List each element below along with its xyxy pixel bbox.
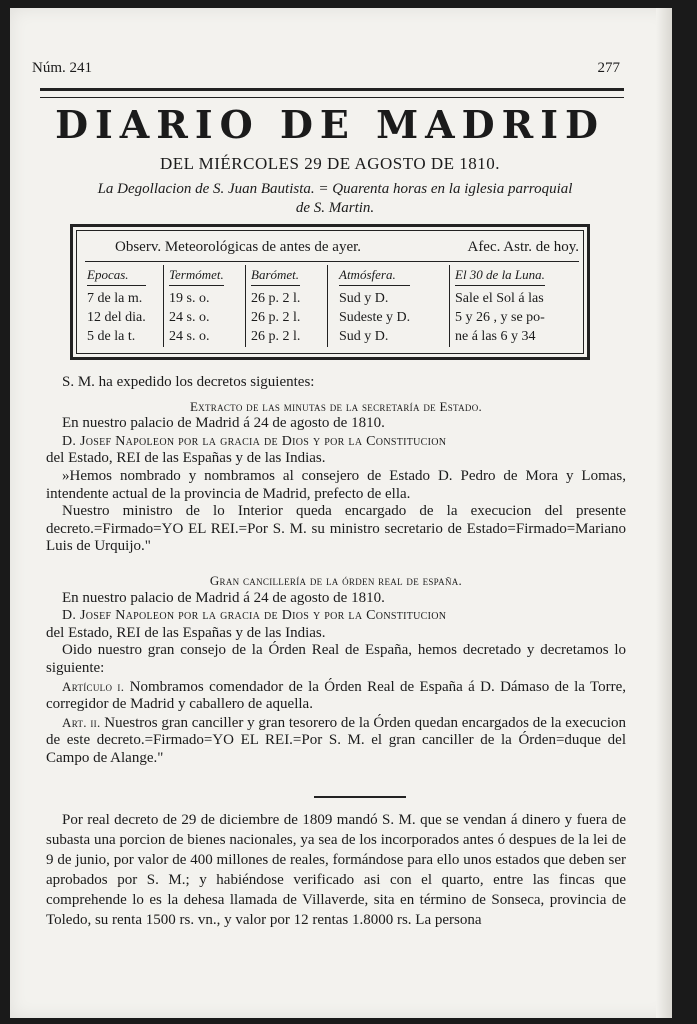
weather-title: Observ. Meteorológicas de antes de ayer. (115, 239, 362, 255)
decrees-section (46, 374, 626, 767)
cell: 12 del dia. (87, 310, 146, 325)
article-label: Artículo i. (62, 678, 125, 694)
cell: ne á las 6 y 34 (455, 329, 536, 344)
weather-table (70, 224, 590, 360)
cell: 26 p. 2 l. (251, 329, 301, 344)
article-text: Nombramos comendador de la Órden Real de España á D. Dámaso de la Torre, corregidor de Madrid y caballero de aquella. (46, 678, 627, 713)
col-header: Termómet. (169, 265, 224, 286)
cell: 19 s. o. (169, 291, 210, 306)
section-divider (314, 796, 406, 798)
col-header: El 30 de la Luna. (455, 265, 545, 286)
cell: 5 de la t. (87, 329, 136, 344)
king-title: D. Josef Napoleon por la gracia de Dios y por la Constitucion (62, 433, 447, 449)
cell: 7 de la m. (87, 291, 143, 306)
notice-paragraph: Por real decreto de 29 de diciembre de 1809 mandó S. M. que se vendan á dinero y fuera de subasta una porcion de bienes nacionales, ya sea de los incorporados antes ó despues de la lei de 9 de junio, por valor de 400 millones de reales, formándose para ello unos estados que deben ser aprobados por S. M.; y habiéndose verificado asi con el quarto, entre las fincas que comprehende lo es la dehesa llamada de Villaverde, sita en término de Sonseca, provincia de Toledo, su renta 1500 rs. vn., y valor por 12 rentas 1.8000 rs. La persona (46, 812, 626, 928)
sale-notice (46, 810, 626, 930)
col-header: Atmósfera. (339, 265, 410, 286)
article-2 (46, 714, 626, 768)
king-title-cont: del Estado, REI de las Españas y de las Indias. (46, 624, 326, 641)
page-edge-shadow (656, 8, 672, 1018)
article-label: Art. ii. (62, 714, 101, 730)
dateline: DEL MIÉRCOLES 29 DE AGOSTO DE 1810. (159, 154, 501, 173)
article-text: Nuestros gran canciller y gran tesorero de la Órden quedan encargados de la execucion de este decreto.=Firmado=YO EL REI.=Por S. M. el gran canciller de la Órden=duque del Campo de Alange." (46, 714, 626, 766)
decree-paragraph: Nuestro ministro de lo Interior queda encargado de la execucion del presente decreto.=Firmado=YO EL REI.=Por S. M. su ministro secretario de Estado=Firmado=Mariano Luis de Urquijo." (46, 503, 626, 555)
masthead-rule (40, 88, 624, 98)
weather-table-inner (76, 230, 584, 354)
cell: 26 p. 2 l. (251, 291, 301, 306)
saints-of-day (50, 180, 620, 218)
saints-line-2: de S. Martin. (295, 200, 375, 216)
col-header: Barómet. (251, 265, 300, 286)
weather-header-rule (85, 261, 579, 262)
col-baromet (251, 265, 300, 346)
decree-place: En nuestro palacio de Madrid á 24 de agosto de 1810. (62, 589, 385, 606)
col-epocas (87, 265, 146, 346)
col-termomet (169, 265, 224, 346)
page-number: 277 (597, 60, 620, 76)
king-title: D. Josef Napoleon por la gracia de Dios y por la Constitucion (62, 608, 447, 624)
king-title-cont: del Estado, REI de las Españas y de las Indias. (46, 450, 326, 467)
col-atmosfera (339, 265, 410, 346)
intro-line: S. M. ha expedido los decretos siguientes: (62, 374, 315, 390)
decree-paragraph: »Hemos nombrado y nombramos al consejero de Estado D. Pedro de Mora y Lomas, intendente actual de la provincia de Madrid, prefecto de ella. (46, 467, 626, 502)
cell: Sale el Sol á las (455, 291, 544, 306)
cell: 5 y 26 , y se po- (455, 310, 545, 325)
section-heading: Gran cancillería de la órden real de españa. (209, 572, 463, 588)
decree-paragraph: Oido nuestro gran consejo de la Órden Real de España, hemos decretado y decretamos lo siguiente: (46, 642, 626, 676)
cell: Sud y D. (339, 291, 389, 306)
cell: Sudeste y D. (339, 310, 411, 325)
cell: 24 s. o. (169, 329, 210, 344)
col-header: Epocas. (87, 265, 146, 286)
article-1 (46, 678, 626, 714)
cell: 26 p. 2 l. (251, 310, 301, 325)
newspaper-page (10, 8, 672, 1018)
masthead-title: DIARIO DE MADRID (55, 102, 605, 147)
col-divider (163, 265, 164, 347)
col-divider (245, 265, 246, 347)
cell: Sud y D. (339, 329, 389, 344)
decree-place: En nuestro palacio de Madrid á 24 de agosto de 1810. (62, 415, 385, 432)
col-divider (327, 265, 328, 347)
cell: 24 s. o. (169, 310, 210, 325)
issue-number: Núm. 241 (32, 60, 92, 76)
section-heading: Extracto de las minutas de la secretaría de Estado. (189, 398, 483, 414)
col-divider (449, 265, 450, 347)
astro-title: Afec. Astr. de hoy. (467, 239, 579, 255)
saints-line-1: La Degollacion de S. Juan Bautista. = Quarenta horas en la iglesia parroquial (97, 181, 573, 197)
col-luna (455, 265, 545, 346)
